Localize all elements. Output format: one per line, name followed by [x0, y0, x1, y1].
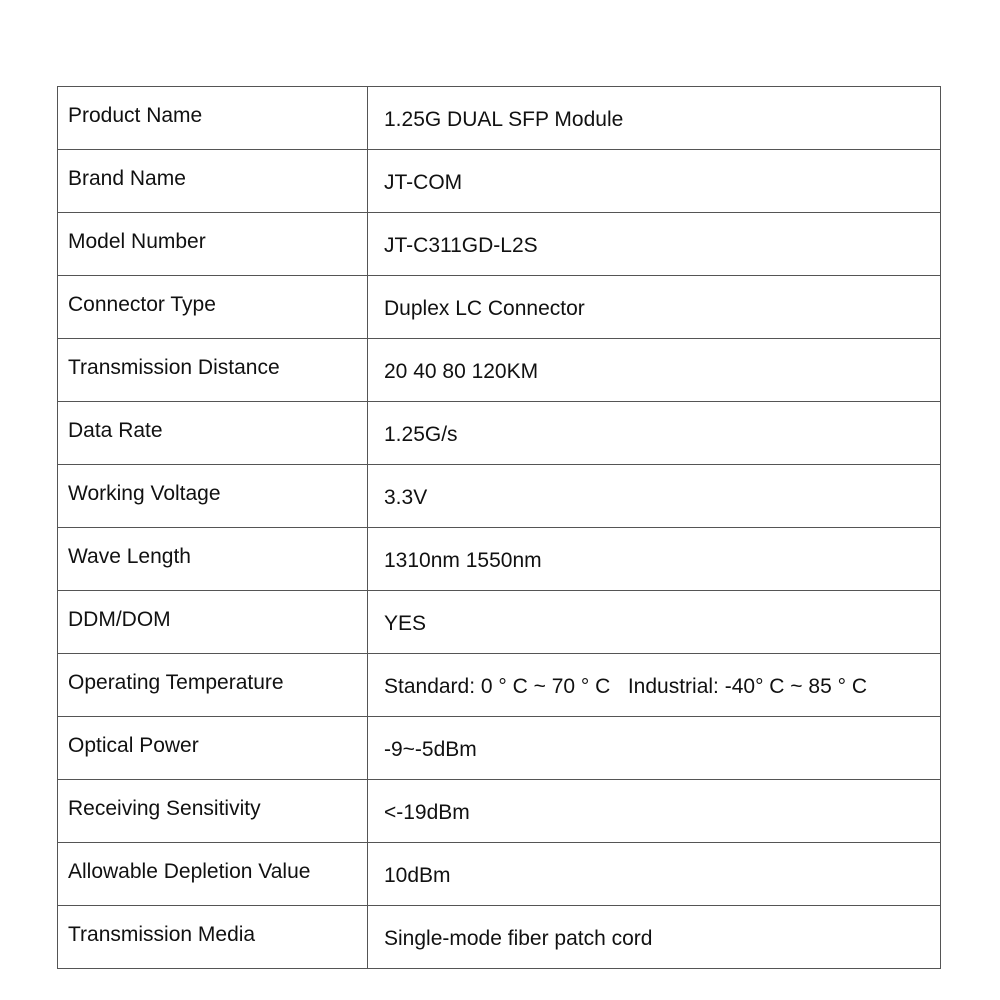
row-label: Data Rate	[58, 402, 368, 465]
table-row	[58, 213, 941, 276]
row-label: Model Number	[58, 213, 368, 276]
row-label: Transmission Distance	[58, 339, 368, 402]
table-row	[58, 906, 941, 969]
row-label: Product Name	[58, 87, 368, 150]
row-label: Allowable Depletion Value	[58, 843, 368, 906]
row-label: DDM/DOM	[58, 591, 368, 654]
row-label: Brand Name	[58, 150, 368, 213]
row-label: Optical Power	[58, 717, 368, 780]
table-row	[58, 780, 941, 843]
row-label: Transmission Media	[58, 906, 368, 969]
row-label: Connector Type	[58, 276, 368, 339]
row-value: Standard: 0 ° C ~ 70 ° C Industrial: -40° C ~ 85 ° C	[368, 654, 941, 717]
table-row	[58, 528, 941, 591]
row-value: 20 40 80 120KM	[368, 339, 941, 402]
table-row	[58, 843, 941, 906]
row-value: JT-C311GD-L2S	[368, 213, 941, 276]
table-row	[58, 276, 941, 339]
row-label: Working Voltage	[58, 465, 368, 528]
row-value: <-19dBm	[368, 780, 941, 843]
table-row	[58, 402, 941, 465]
row-value: 10dBm	[368, 843, 941, 906]
table-row	[58, 654, 941, 717]
row-value: 1.25G/s	[368, 402, 941, 465]
table-row	[58, 339, 941, 402]
row-value: Duplex LC Connector	[368, 276, 941, 339]
row-value: 3.3V	[368, 465, 941, 528]
table-row	[58, 465, 941, 528]
table-row	[58, 150, 941, 213]
row-label: Wave Length	[58, 528, 368, 591]
row-value: -9~-5dBm	[368, 717, 941, 780]
table-row	[58, 87, 941, 150]
row-value: JT-COM	[368, 150, 941, 213]
row-value: YES	[368, 591, 941, 654]
spec-table	[57, 86, 941, 969]
row-value: 1.25G DUAL SFP Module	[368, 87, 941, 150]
row-value: Single-mode fiber patch cord	[368, 906, 941, 969]
table-row	[58, 591, 941, 654]
row-label: Operating Temperature	[58, 654, 368, 717]
row-value: 1310nm 1550nm	[368, 528, 941, 591]
table-row	[58, 717, 941, 780]
row-label: Receiving Sensitivity	[58, 780, 368, 843]
